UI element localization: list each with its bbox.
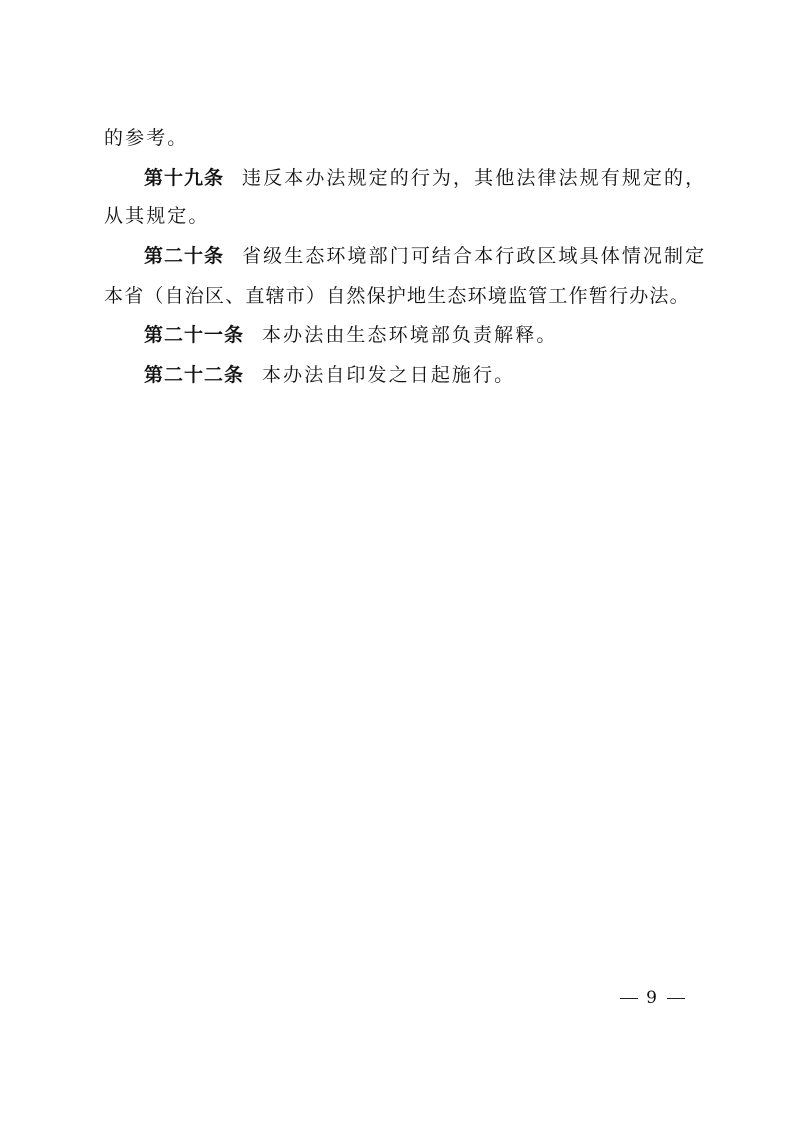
paragraph-text: 本省（自治区、直辖市）自然保护地生态环境监管工作暂行办法。: [104, 285, 690, 307]
page-number: [612, 987, 693, 1009]
article-20-line: [144, 244, 744, 268]
article-number: 第二十二条: [144, 364, 245, 386]
article-21-line: [144, 323, 744, 347]
page-number-value: 9: [646, 988, 659, 1008]
article-19-line: [144, 166, 744, 190]
page-number-dash-right: [667, 998, 685, 999]
paragraph-line: [104, 284, 704, 308]
paragraph-text: 的参考。: [104, 127, 189, 149]
article-text: 违反本办法规定的行为，其他法律法规有规定的，: [242, 167, 707, 189]
paragraph-text: 从其规定。: [104, 205, 210, 227]
paragraph-line: [104, 126, 704, 150]
article-22-line: [144, 363, 744, 387]
page-number-dash-left: [620, 998, 638, 999]
paragraph-line: [104, 204, 704, 228]
article-text: 本办法自印发之日起施行。: [262, 364, 516, 386]
article-number: 第二十一条: [144, 324, 245, 346]
article-text: 省级生态环境部门可结合本行政区域具体情况制定: [242, 245, 707, 267]
article-text: 本办法由生态环境部负责解释。: [262, 324, 558, 346]
article-number: 第二十条: [144, 245, 225, 267]
article-number: 第十九条: [144, 167, 225, 189]
